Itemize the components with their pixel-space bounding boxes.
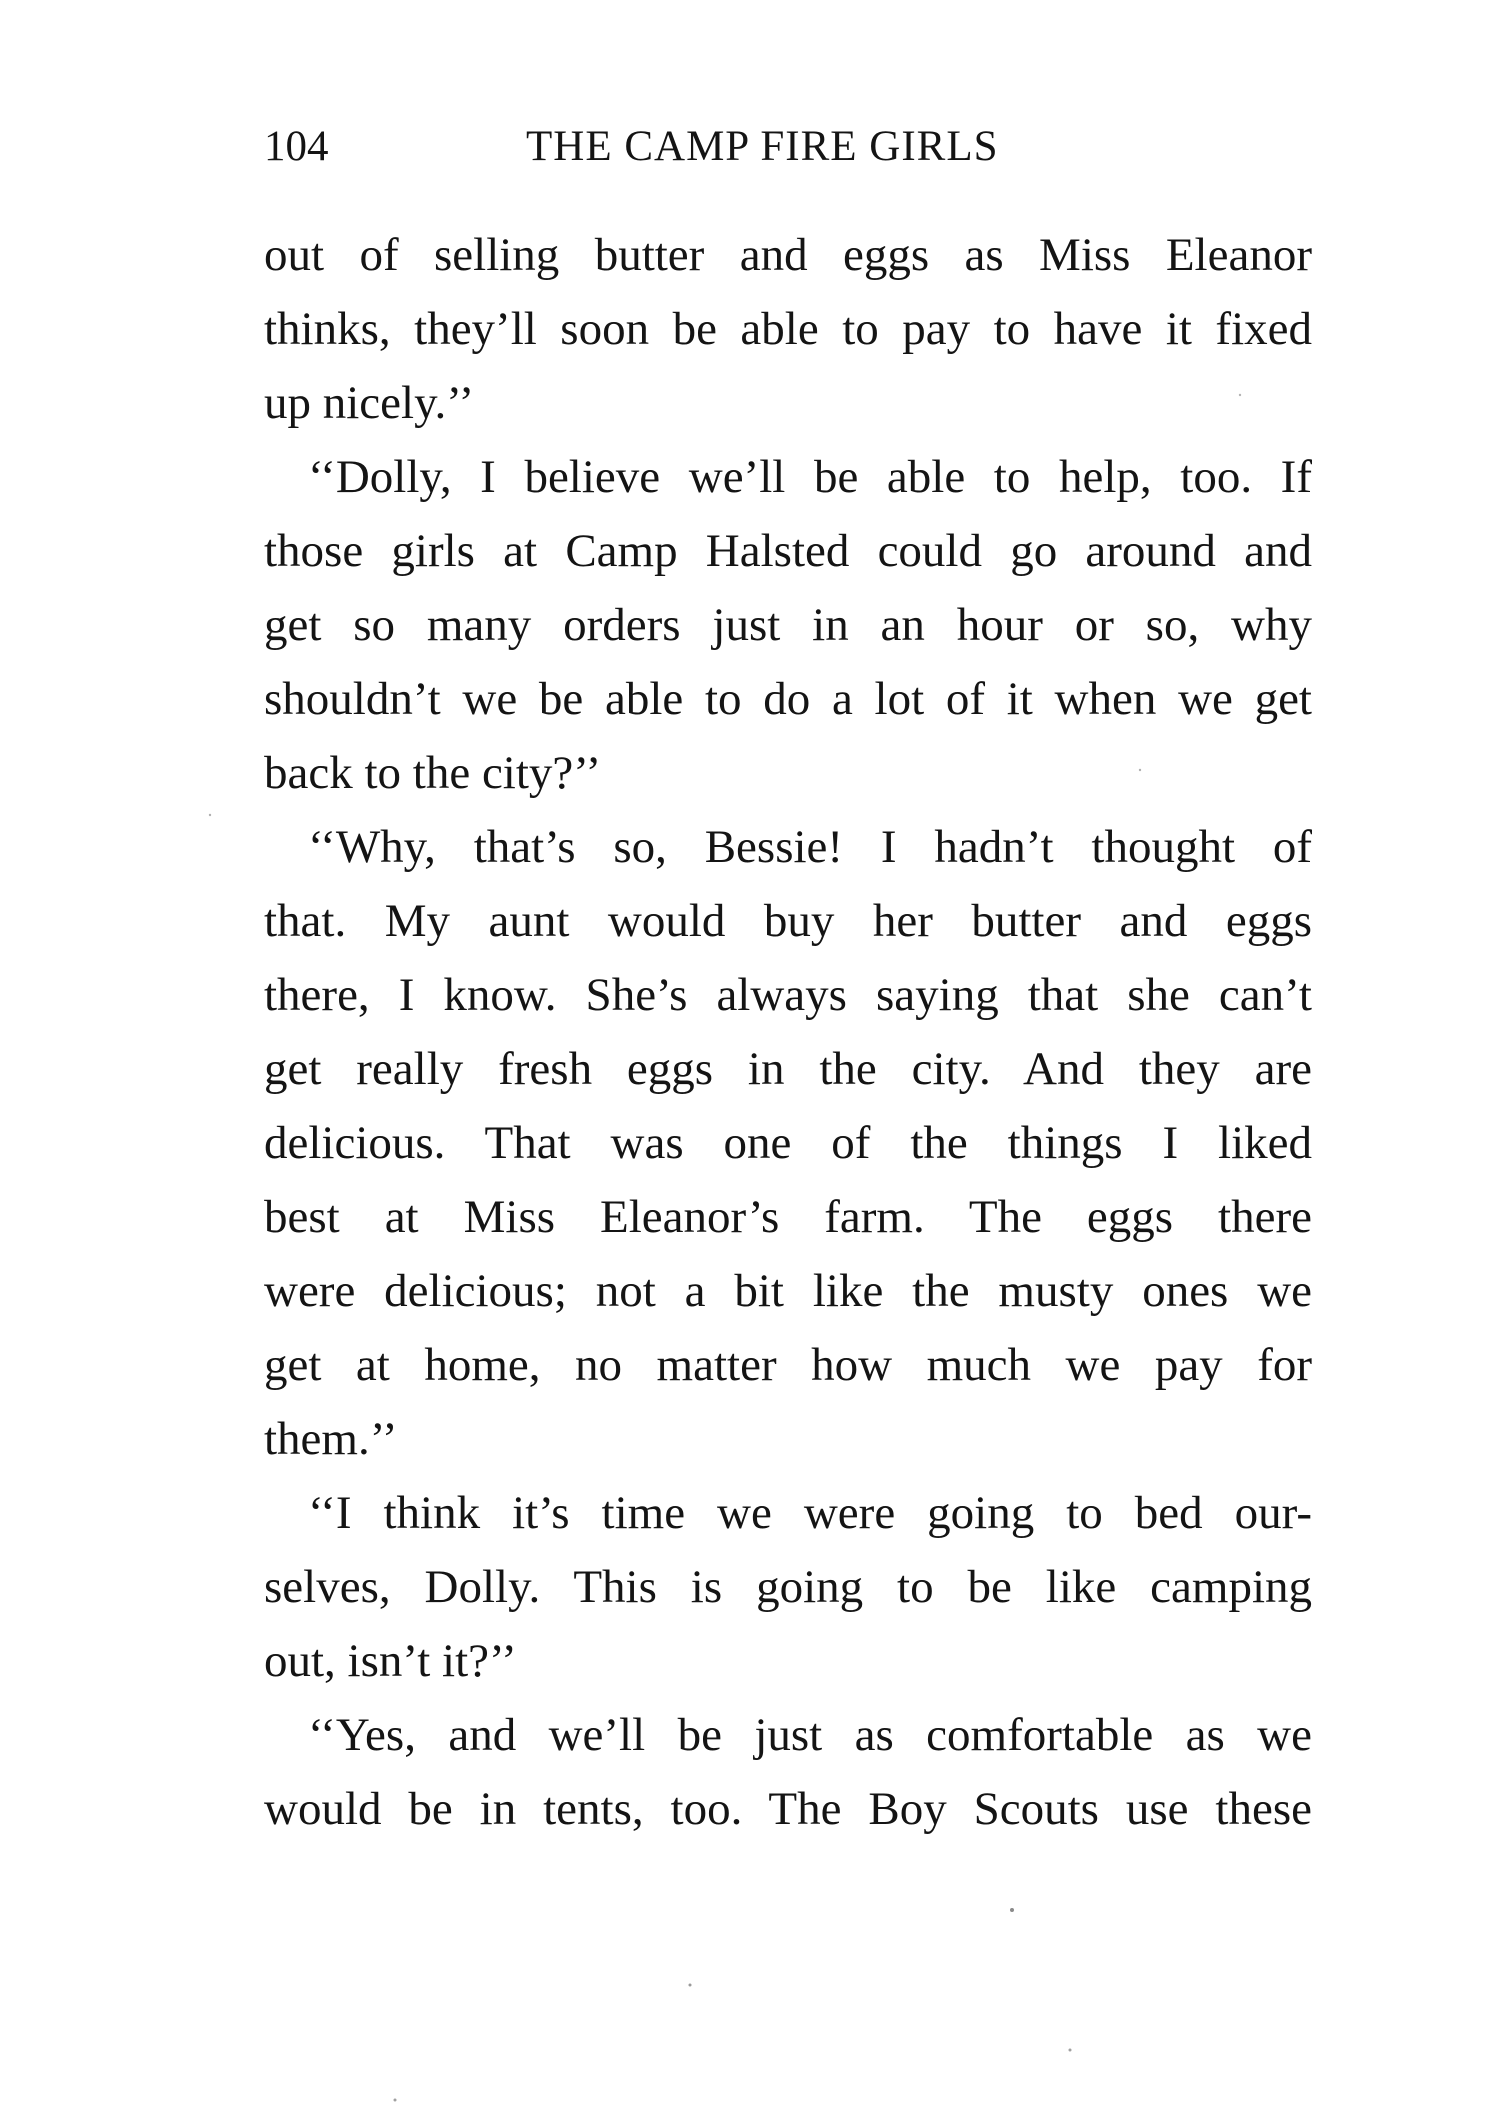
text-line: get so many orders just in an hour or so, why <box>264 599 1312 651</box>
text-line: that. My aunt would buy her butter and eggs <box>264 895 1312 947</box>
text-line: selves, Dolly. This is going to be like camping <box>264 1561 1312 1613</box>
text-line: delicious. That was one of the things I liked <box>264 1117 1312 1169</box>
text-line: ‘‘Yes, and we’ll be just as comfortable as we <box>308 1709 1312 1761</box>
text-line: up nicely.’’ <box>264 377 475 429</box>
text-line: ‘‘Dolly, I believe we’ll be able to help, too. If <box>308 451 1312 503</box>
body-text <box>264 218 1312 1846</box>
speck <box>394 2099 397 2102</box>
running-head <box>264 112 1309 182</box>
text-line: thinks, they’ll soon be able to pay to have it fixed <box>264 303 1312 355</box>
text-line: were delicious; not a bit like the musty ones we <box>264 1265 1312 1317</box>
text-line: get at home, no matter how much we pay for <box>264 1339 1312 1391</box>
speck <box>1010 1908 1014 1912</box>
text-line: those girls at Camp Halsted could go around and <box>264 525 1312 577</box>
speck <box>689 1984 692 1987</box>
page-number: 104 <box>264 123 329 170</box>
text-line: out, isn’t it?’’ <box>264 1635 517 1687</box>
text-line: back to the city?’’ <box>264 747 602 799</box>
speck <box>1069 2049 1072 2052</box>
text-line: get really fresh eggs in the city. And they are <box>264 1043 1312 1095</box>
speck <box>209 814 211 816</box>
running-title: THE CAMP FIRE GIRLS <box>526 123 999 170</box>
text-line: there, I know. She’s always saying that she can’t <box>264 969 1312 1021</box>
text-line: shouldn’t we be able to do a lot of it when we get <box>264 673 1312 725</box>
text-line: ‘‘I think it’s time we were going to bed our- <box>308 1487 1312 1539</box>
text-line: best at Miss Eleanor’s farm. The eggs there <box>264 1191 1312 1243</box>
text-line: out of selling butter and eggs as Miss Eleanor <box>264 229 1312 281</box>
text-line: would be in tents, too. The Boy Scouts use these <box>264 1783 1312 1835</box>
text-line: them.’’ <box>264 1413 398 1465</box>
text-line: ‘‘Why, that’s so, Bessie! I hadn’t thought of <box>308 821 1312 873</box>
